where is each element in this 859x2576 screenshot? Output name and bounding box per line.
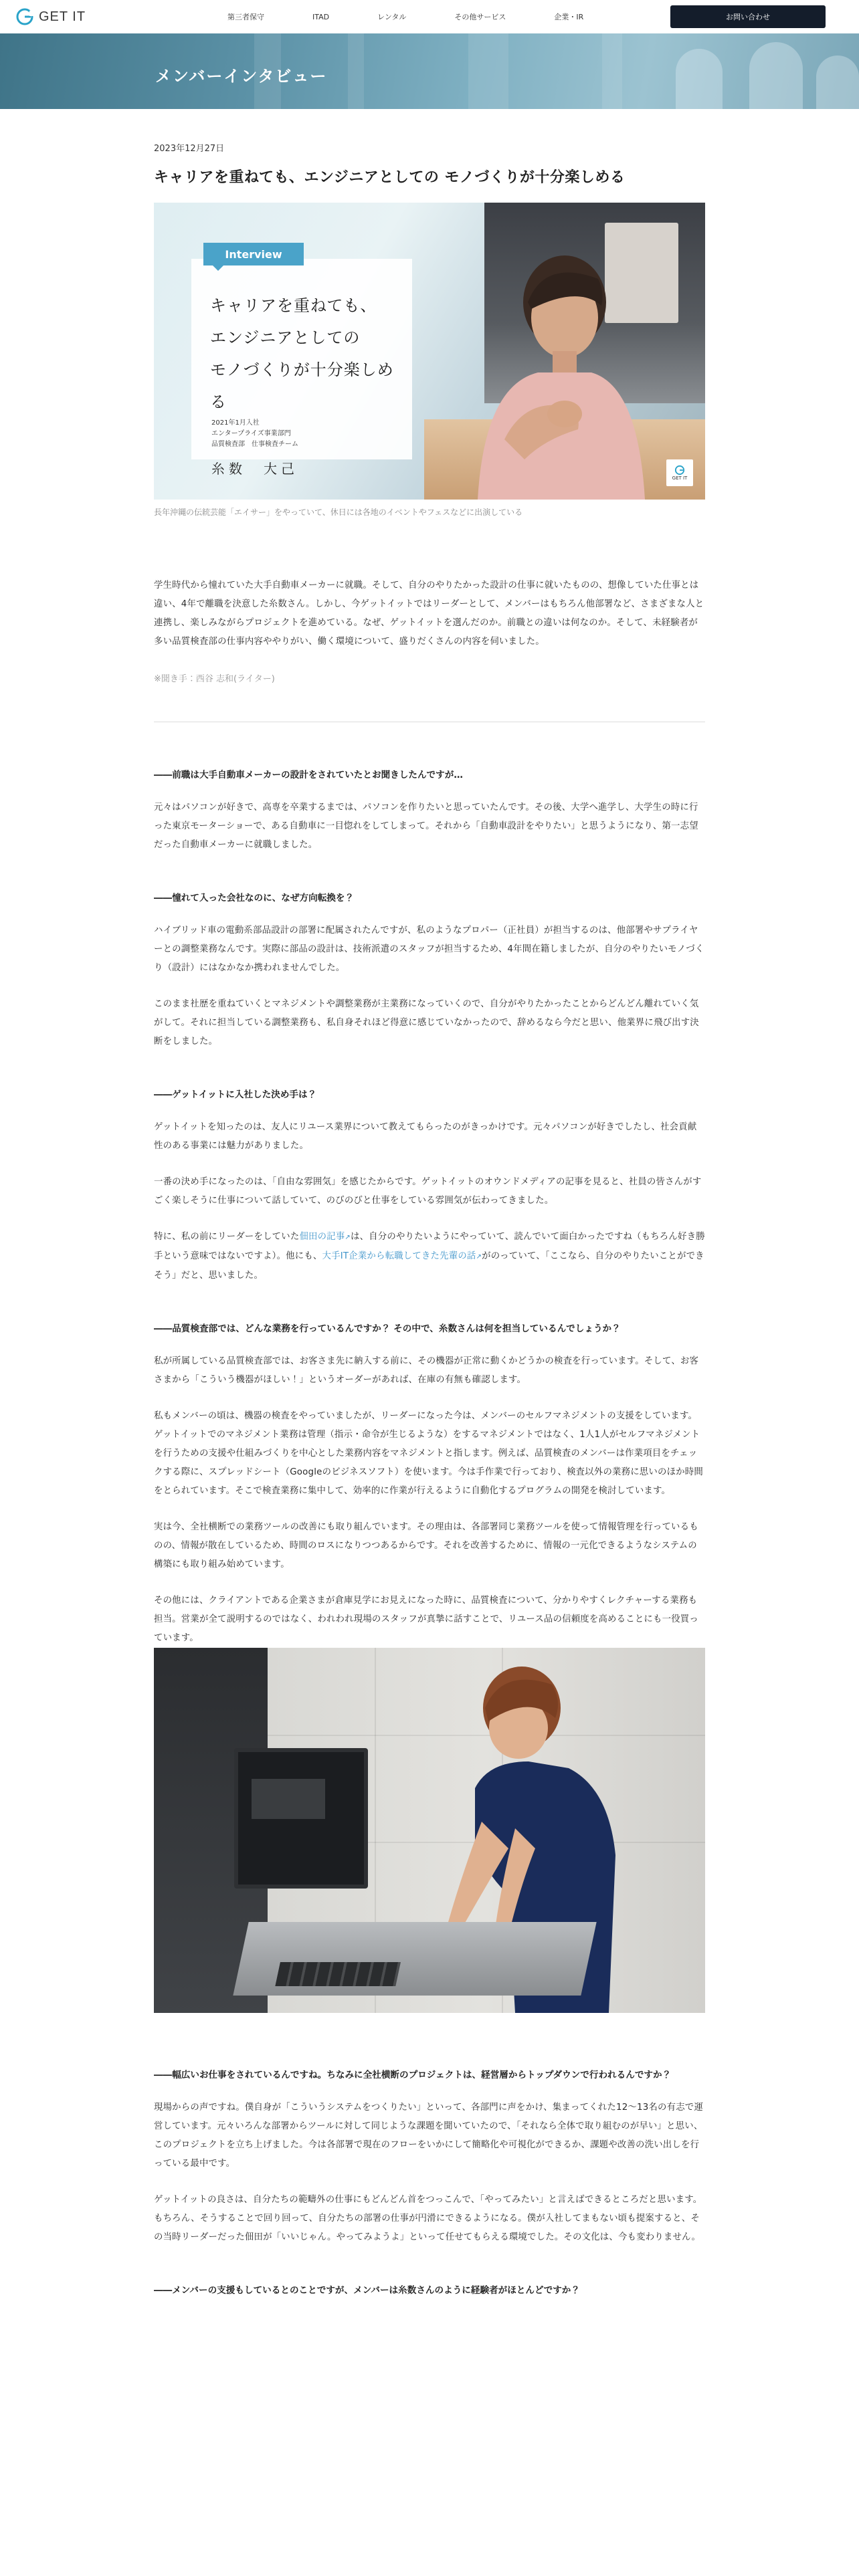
answer-paragraph: 実は今、全社横断での業務ツールの改善にも取り組んでいます。その理由は、各部署同じ業務ツールを使って情報管理を行っているものの、情報が散在しているため、時間のロスになりつつあるからです。それを改善するために、情報の一元化できるようなシステムの構築にも取り組み始めています。 xyxy=(154,1522,698,1570)
mini-logo-text: GET IT xyxy=(672,475,688,481)
server-drive-bays xyxy=(275,1962,401,1986)
answer-paragraph: 私もメンバーの頃は、機器の検査をやっていましたが、リーダーになった今は、メンバーのセルフマネジメントの支援をしています。ゲットイットでのマネジメント業務は管理（指示・命令が生じるような）をするマネジメントではなく、1人1人がセルフマネジメントを行うための支援や仕組みづくりを中心とした業務内容をマネジメントと指します。例えば、品質検査のメンバーは作業項目をチェックする際に、スプレッドシート（Googleのビジネスソフト）を使います。今は手作業で行っており、検査以外の業務に思いのほか時間をとられています。そこで検査業務に集中して、効率的に作業が行えるように自動化するプログラムの開発を検討しています。 xyxy=(154,1411,703,1496)
meta-line: エンタープライズ事業部門 xyxy=(211,430,291,437)
question-heading: ――憧れて入った会社なのに、なぜ方向転換を？ xyxy=(154,893,355,903)
answer-paragraph: ゲットイットの良さは、自分たちの範疇外の仕事にもどんどん首をつっこんで、「やってみたい」と言えばできるところだと思います。もちろん、そうすることで回り回って、自分たちの部署の仕事が円滑にできるようになる。僕が入社してまもない頃も提案すると、その当時リーダーだった佃田が「いいじゃん。やってみようよ」といって任せてもらえる環境でした。その文化は、今も変わりません。 xyxy=(154,2195,702,2242)
contact-button[interactable]: お問い合わせ xyxy=(670,5,826,28)
post-title: キャリアを重ねても、エンジニアとしての モノづくりが十分楽しめる xyxy=(154,169,626,186)
answer-paragraph: このまま社歴を重ねていくとマネジメントや調整業務が主業務になっていくので、自分がやりたかったことからどんどん離れていく気がして。それに担当している調整業務も、私自身それほど得意に感じていなかったので、辞めるなら今だと思い、他業界に飛び出す決断をしました。 xyxy=(154,999,699,1047)
photo-bg xyxy=(252,1779,325,1819)
question-heading: ――幅広いお仕事をされているんですね。ちなみに全社横断のプロジェクトは、経営層からトップダウンで行われるんですか？ xyxy=(154,2070,672,2080)
nav-item-other-services[interactable] xyxy=(430,11,530,22)
feature-card-title xyxy=(210,290,397,418)
logo[interactable] xyxy=(16,8,163,25)
feature-mini-logo xyxy=(666,459,693,486)
meta-line: 品質検査部 仕事検査チーム xyxy=(211,441,298,448)
lead-paragraph: 学生時代から憧れていた大手自動車メーカーに就職。そして、自分のやりたかった設計の仕事に就いたものの、想像していた仕事とは違い、4年で離職を決意した糸数さん。しかし、今ゲットイットではリーダーとして、メンバーはもちろん他部署など、さまざまな人と連携し、楽しみながらプロジェクトを進めている。なぜ、ゲットイットを選んだのか。前職との違いは何なのか。そして、未経験者が多い品質検査部の仕事内容ややりがい、働く環境について、盛りだくさんの内容を伺いました。 xyxy=(154,580,704,647)
nav-label: ITAD xyxy=(312,12,330,21)
article xyxy=(154,109,705,2299)
hero-banner xyxy=(0,33,859,109)
question-heading: ――ゲットイットに入社した決め手は？ xyxy=(154,1089,317,1100)
answer-paragraph: 元々はパソコンが好きで、高専を卒業するまでは、パソコンを作りたいと思っていたんです。その後、大学へ進学し、大学生の時に行った東京モーターショーで、ある自動車に一目惚れをしてしまって。それから「自動車設計をやりたい」と思うようになり、第一志望だった自動車メーカーに就職しました。 xyxy=(154,802,698,850)
nav-item-company-ir[interactable] xyxy=(530,11,607,22)
hero-decor xyxy=(602,33,622,109)
interviewee-name: 糸数 大己 xyxy=(211,461,298,477)
hero-decor xyxy=(676,49,723,109)
interviewee-photo xyxy=(464,239,645,500)
nav-label: その他サービス xyxy=(454,13,506,21)
post-date: 2023年12月27日 xyxy=(154,144,225,154)
feature-title-line: キャリアを重ねても、 xyxy=(210,296,377,315)
feature-title-line: モノづくりが十分楽しめる xyxy=(210,360,394,411)
answer-paragraph: ハイブリッド車の電動系部品設計の部署に配属されたんですが、私のようなプロパー（正社員）が担当するのは、他部署やサプライヤーとの調整業務なんです。実際に部品の設計は、技術派遣のスタッフが担当するため、4年間在籍しましたが、自分のやりたいモノづくり（設計）にはなかなか携われませんでした。 xyxy=(154,926,704,973)
feature-title-line: エンジニアとしての xyxy=(210,328,361,347)
nav-item-maintenance[interactable] xyxy=(203,11,288,22)
hero-title: メンバーインタビュー xyxy=(155,67,328,86)
answer-paragraph: 現場からの声ですね。僕自身が「こういうシステムをつくりたい」といって、各部門に声をかけ、集まってくれた12〜13名の有志で運営しています。元々いろんな部署からツールに対して同じような課題を聞いていたので、「それなら全体で取り組むのが早い」と思い、このプロジェクトを立ち上げました。今は各部署で現在のフローをいかにして簡略化や可視化ができるか、課題や改善の洗い出しを行っている最中です。 xyxy=(154,2103,703,2169)
article-link-senior-story[interactable] xyxy=(322,1251,482,1261)
work-photo xyxy=(154,1648,705,2013)
nav-label: 企業・IR xyxy=(554,13,584,21)
meta-line: 2021年1月入社 xyxy=(211,419,260,427)
nav-label: 第三者保守 xyxy=(227,13,264,21)
nav-item-rental[interactable] xyxy=(353,11,430,22)
hero-decor xyxy=(816,56,859,109)
answer-paragraph: その他には、クライアントである企業さまが倉庫見学にお見えになった時に、品質検査について、分かりやすくレクチャーする業務も担当。営業が全て説明するのではなく、われわれ現場のスタッフが真摯に話すことで、リユース品の信頼度を高めることにも一役買っています。 xyxy=(154,1596,698,1643)
article-link-tsukuda[interactable] xyxy=(299,1232,351,1242)
interviewer-credit: ※聞き手：西谷 志和(ライター) xyxy=(154,674,275,684)
lead-section xyxy=(154,576,705,684)
logo-text: GET IT xyxy=(39,9,86,24)
hero-decor xyxy=(348,33,364,109)
answer-paragraph: 私が所属している品質検査部では、お客さま先に納入する前に、その機器が正常に動くかどうかの検査を行っています。そして、お客さまから「こういう機器がほしい！」というオーダーがあれば、在庫の有無も確認します。 xyxy=(154,1356,699,1385)
photo-monitor xyxy=(234,1748,368,1889)
link-text: 佃田の記事 xyxy=(299,1232,345,1242)
text-run: 特に、私の前にリーダーをしていた xyxy=(154,1232,300,1242)
external-link-icon: ↗ xyxy=(476,1253,482,1261)
feature-caption: 長年沖縄の伝統芸能「エイサー」をやっていて、休日には各地のイベントやフェスなどに出演している xyxy=(154,508,523,517)
feature-image xyxy=(154,203,705,500)
nav-label: レンタル xyxy=(377,13,407,21)
feature-card-meta xyxy=(211,418,298,450)
question-heading: ――メンバーの支援もしているとのことですが、メンバーは糸数さんのように経験者がほとんどですか？ xyxy=(154,2285,580,2296)
site-header xyxy=(0,0,859,33)
text-run: は、自分のやりたいようにやっていて、読んでいて面白かったですね（もちろん好き勝手という意味ではないですよ）。他にも、 xyxy=(154,1232,705,1261)
answer-paragraph: ゲットイットを知ったのは、友人にリユース業界について教えてもらったのがきっかけです。元々パソコンが好きでしたし、社会貢献性のある事業には魅力がありました。 xyxy=(154,1122,697,1151)
text-run: がのっていて、「ここなら、自分のやりたいことができそう」だと、思いました。 xyxy=(154,1251,704,1281)
main-nav xyxy=(203,11,670,22)
hero-decor xyxy=(468,33,508,109)
question-heading: ――前職は大手自動車メーカーの設計をされていたとお聞きしたんですが… xyxy=(154,770,463,780)
hero-decor xyxy=(749,42,803,109)
nav-item-itad[interactable] xyxy=(288,11,353,22)
server-unit xyxy=(233,1922,596,1996)
external-link-icon: ↗ xyxy=(345,1234,351,1241)
interview-badge: Interview xyxy=(203,243,304,265)
link-text: 大手IT企業から転職してきた先輩の話 xyxy=(322,1251,476,1261)
logo-mark-icon xyxy=(16,8,33,25)
question-heading: ――品質検査部では、どんな業務を行っているんですか？ その中で、糸数さんは何を担当しているんでしょうか？ xyxy=(154,1323,621,1334)
logo-mark-icon xyxy=(674,465,685,475)
answer-paragraph-with-links xyxy=(154,1228,705,1285)
answer-paragraph: 一番の決め手になったのは、「自由な雰囲気」を感じたからです。ゲットイットのオウンドメディアの記事を見ると、社員の皆さんがすごく楽しそうに仕事について話していて、のびのびと仕事をしている雰囲気が伝わってきました。 xyxy=(154,1177,702,1206)
